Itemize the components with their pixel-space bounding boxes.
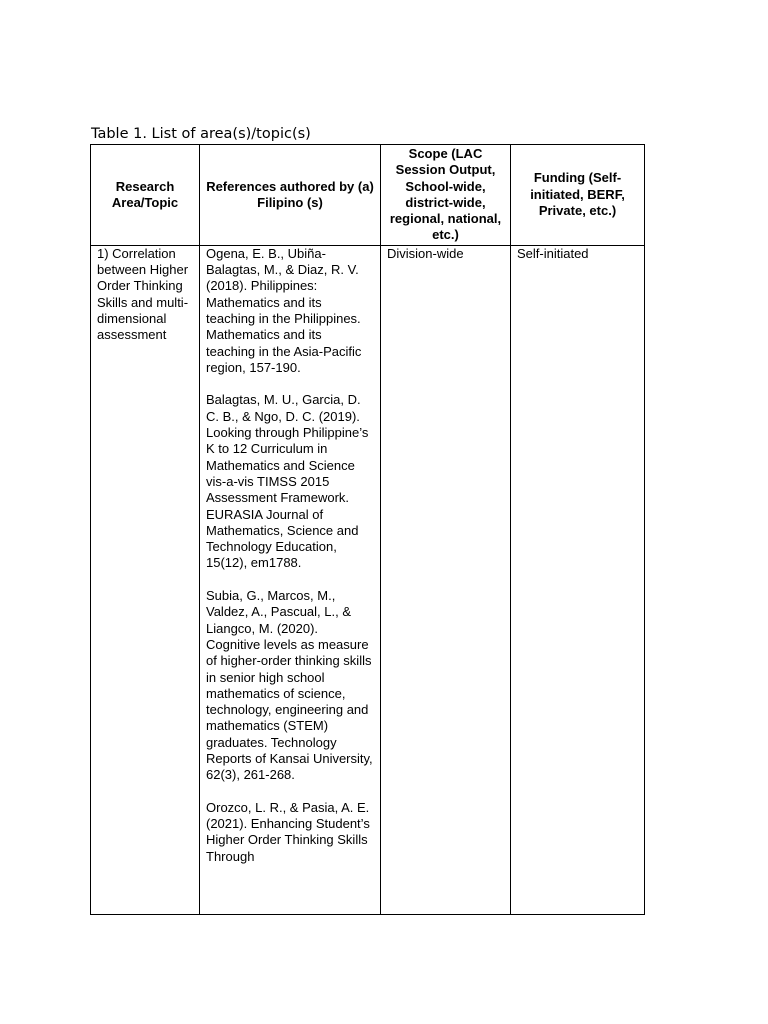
cell-scope: Division-wide: [381, 245, 511, 914]
header-funding: Funding (Self-initiated, BERF, Private, etc.): [511, 145, 645, 246]
reference-entry: Orozco, L. R., & Pasia, A. E. (2021). Enhancing Student’s Higher Order Thinking Skills Through: [206, 799, 370, 864]
header-references: References authored by (a) Filipino (s): [200, 145, 381, 246]
table-header-row: [91, 145, 645, 246]
table-caption: Table 1. List of area(s)/topic(s): [91, 126, 311, 142]
header-research-area: Research Area/Topic: [91, 145, 200, 246]
reference-entry: Ogena, E. B., Ubiña-Balagtas, M., & Diaz, R. V. (2018). Philippines: Mathematics and its teaching in the Philippines. Mathematics and its teaching in the Asia-Pacific region, 157-190.: [206, 245, 362, 375]
cell-references: [200, 245, 381, 914]
cell-topic: 1) Correlation between Higher Order Thinking Skills and multi-dimensional assessment: [91, 245, 200, 914]
table-row: [91, 245, 645, 914]
header-scope: Scope (LAC Session Output, School-wide, district-wide, regional, national, etc.): [381, 145, 511, 246]
topics-table: [90, 144, 645, 915]
reference-entry: Subia, G., Marcos, M., Valdez, A., Pascual, L., & Liangco, M. (2020). Cognitive levels as measure of higher-order thinking skills in senior high school mathematics of science, technology, engineering and mathematics (STEM) graduates. Technology Reports of Kansai University, 62(3), 261-268.: [206, 588, 373, 783]
cell-funding: Self-initiated: [511, 245, 645, 914]
reference-entry: Balagtas, M. U., Garcia, D. C. B., & Ngo, D. C. (2019). Looking through Philippine’s K to 12 Curriculum in Mathematics and Science vis-a-vis TIMSS 2015 Assessment Framework. EURASIA Journal of Mathematics, Science and Technology Education, 15(12), em1788.: [206, 392, 369, 571]
